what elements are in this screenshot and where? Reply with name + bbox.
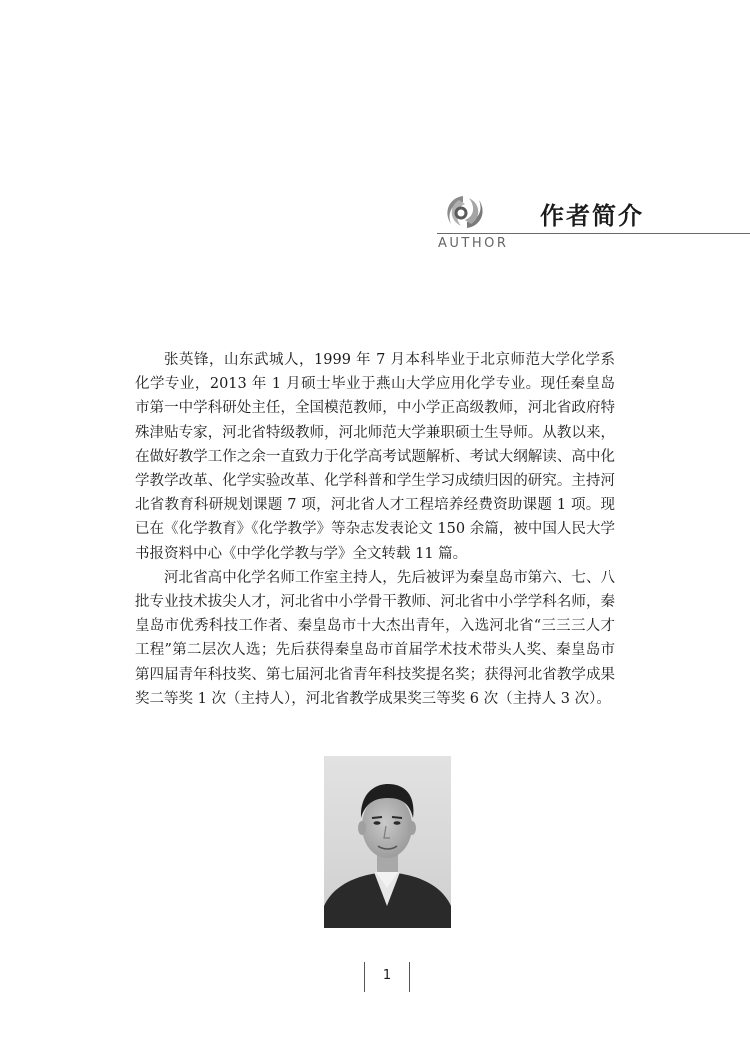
author-bio xyxy=(135,348,615,711)
page-number-right-bar xyxy=(409,962,410,992)
page-number-box xyxy=(364,962,410,992)
author-portrait-image xyxy=(324,756,451,928)
bio-paragraph-2: 河北省高中化学名师工作室主持人，先后被评为秦皇岛市第六、七、八批专业技术拔尖人才，河北省中小学骨干教师、河北省中小学学科名师，秦皇岛市优秀科技工作者、秦皇岛市十大杰出青年，入选河北省“三三三人才工程”第二层次人选；先后获得秦皇岛市首届学术技术带头人奖、秦皇岛市第四届青年科技奖、第七届河北省青年科技奖提名奖；获得河北省教学成果奖二等奖 1 次（主持人），河北省教学成果奖三等奖 6 次（主持人 3 次）。 xyxy=(135,569,615,707)
page-number: 1 xyxy=(382,968,392,983)
bio-paragraph-1: 张英锋，山东武城人，1999 年 7 月本科毕业于北京师范大学化学系化学专业，2013 年 1 月硕士毕业于燕山大学应用化学专业。现任秦皇岛市第一中学科研处主任，全国模范教师，中小学正高级教师，河北省政府特殊津贴专家，河北省特级教师，河北师范大学兼职硕士生导师。从教以来，在做好教学工作之余一直致力于化学高考试题解析、考试大纲解读、高中化学教学改革、化学实验改革、化学科普和学生学习成绩归因的研究。主持河北省教育科研规划课题 7 项，河北省人才工程培养经费资助课题 1 项。现已在《化学教育》《化学教学》等杂志发表论文 150 余篇，被中国人民大学书报资料中心《中学化学教与学》全文转载 11 篇。 xyxy=(135,352,615,562)
swirl-logo-icon xyxy=(441,192,489,232)
page-title: 作者简介 xyxy=(540,202,644,230)
page-subtitle: AUTHOR xyxy=(438,236,509,251)
section-header xyxy=(437,190,750,260)
header-divider xyxy=(437,233,750,234)
author-photo xyxy=(324,756,451,928)
